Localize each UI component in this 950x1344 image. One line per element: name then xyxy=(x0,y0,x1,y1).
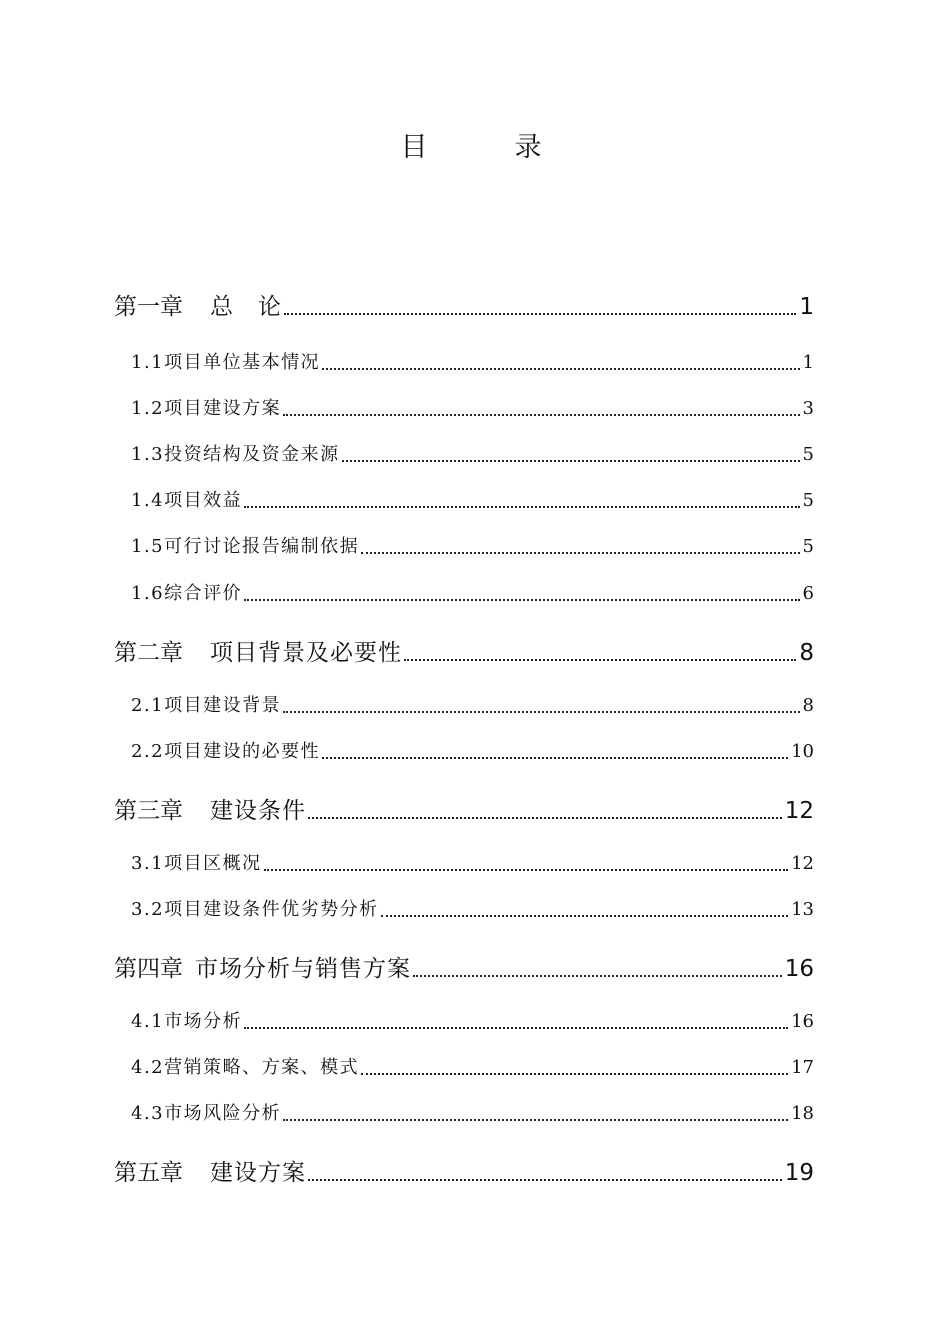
page-number: 5 xyxy=(802,536,814,557)
page-number: 13 xyxy=(791,899,814,920)
section-title: 可行讨论报告编制依据 xyxy=(164,536,360,557)
toc-section-entry[interactable] xyxy=(131,738,814,766)
toc-section-entry[interactable] xyxy=(131,349,814,377)
dot-leader xyxy=(244,487,799,515)
dot-leader xyxy=(404,636,796,670)
page-number: 17 xyxy=(791,1057,814,1078)
chapter-number: 第一章 xyxy=(114,294,183,320)
section-number: 1.3 xyxy=(131,444,165,465)
dot-leader xyxy=(361,1054,788,1082)
toc-section-entry[interactable] xyxy=(131,487,814,515)
dot-leader xyxy=(361,533,799,561)
page-number: 16 xyxy=(791,1011,814,1032)
page-number: 12 xyxy=(784,798,814,824)
dot-leader xyxy=(322,349,799,377)
section-number: 1.2 xyxy=(131,398,165,419)
toc-chapter-entry[interactable] xyxy=(114,794,814,828)
page-number: 10 xyxy=(791,741,814,762)
section-title: 项目区概况 xyxy=(164,853,262,874)
section-number: 1.5 xyxy=(131,536,165,557)
section-title: 投资结构及资金来源 xyxy=(164,444,340,465)
toc-chapter-entry[interactable] xyxy=(114,1156,814,1190)
chapter-title: 项目背景及必要性 xyxy=(210,640,402,666)
chapter-title: 市场分析与销售方案 xyxy=(195,956,411,982)
section-number: 4.1 xyxy=(131,1011,165,1032)
section-number: 1.6 xyxy=(131,583,165,604)
section-number: 2.2 xyxy=(131,741,165,762)
chapter-title: 总 论 xyxy=(210,294,282,320)
chapter-number: 第二章 xyxy=(114,640,183,666)
dot-leader xyxy=(284,290,796,324)
page-number: 5 xyxy=(802,444,814,465)
page-number: 3 xyxy=(802,398,814,419)
page-number: 8 xyxy=(802,695,814,716)
section-number: 4.3 xyxy=(131,1103,165,1124)
dot-leader xyxy=(244,580,799,608)
page-number: 16 xyxy=(784,956,814,982)
page-number: 12 xyxy=(791,853,814,874)
section-number: 3.1 xyxy=(131,853,165,874)
section-title: 项目效益 xyxy=(164,490,243,511)
dot-leader xyxy=(308,794,782,828)
dot-leader xyxy=(283,692,799,720)
toc-section-entry[interactable] xyxy=(131,395,814,423)
section-number: 2.1 xyxy=(131,695,165,716)
chapter-title: 建设方案 xyxy=(210,1160,306,1186)
section-title: 项目单位基本情况 xyxy=(164,352,321,373)
page-title: 目 录 xyxy=(400,132,572,163)
dot-leader xyxy=(264,850,788,878)
chapter-title: 建设条件 xyxy=(210,798,306,824)
toc-section-entry[interactable] xyxy=(131,580,814,608)
dot-leader xyxy=(381,896,788,924)
dot-leader xyxy=(244,1008,788,1036)
dot-leader xyxy=(283,1100,788,1128)
toc-section-entry[interactable] xyxy=(131,1054,814,1082)
toc-section-entry[interactable] xyxy=(131,441,814,469)
section-title: 项目建设条件优劣势分析 xyxy=(164,899,379,920)
dot-leader xyxy=(413,952,782,986)
section-title: 市场风险分析 xyxy=(164,1103,282,1124)
toc-section-entry[interactable] xyxy=(131,1100,814,1128)
chapter-number: 第四章 xyxy=(114,956,183,982)
toc-chapter-entry[interactable] xyxy=(114,636,814,670)
page-number: 1 xyxy=(799,294,814,320)
toc-section-entry[interactable] xyxy=(131,533,814,561)
section-title: 市场分析 xyxy=(164,1011,243,1032)
toc-chapter-entry[interactable] xyxy=(114,290,814,324)
page-number: 1 xyxy=(802,352,814,373)
section-title: 营销策略、方案、模式 xyxy=(164,1057,360,1078)
chapter-number: 第五章 xyxy=(114,1160,183,1186)
toc-section-entry[interactable] xyxy=(131,692,814,720)
dot-leader xyxy=(283,395,799,423)
toc-chapter-entry[interactable] xyxy=(114,952,814,986)
page-number: 18 xyxy=(791,1103,814,1124)
section-title: 综合评价 xyxy=(164,583,243,604)
section-title: 项目建设的必要性 xyxy=(164,741,321,762)
page-number: 5 xyxy=(802,490,814,511)
dot-leader xyxy=(322,738,788,766)
dot-leader xyxy=(308,1156,782,1190)
chapter-number: 第三章 xyxy=(114,798,183,824)
section-title: 项目建设背景 xyxy=(164,695,282,716)
dot-leader xyxy=(342,441,800,469)
section-number: 3.2 xyxy=(131,899,165,920)
section-number: 1.4 xyxy=(131,490,165,511)
page-number: 19 xyxy=(784,1160,814,1186)
section-title: 项目建设方案 xyxy=(164,398,282,419)
page-number: 8 xyxy=(799,640,814,666)
toc-section-entry[interactable] xyxy=(131,850,814,878)
toc-section-entry[interactable] xyxy=(131,1008,814,1036)
section-number: 1.1 xyxy=(131,352,165,373)
section-number: 4.2 xyxy=(131,1057,165,1078)
page-number: 6 xyxy=(802,583,814,604)
toc-section-entry[interactable] xyxy=(131,896,814,924)
